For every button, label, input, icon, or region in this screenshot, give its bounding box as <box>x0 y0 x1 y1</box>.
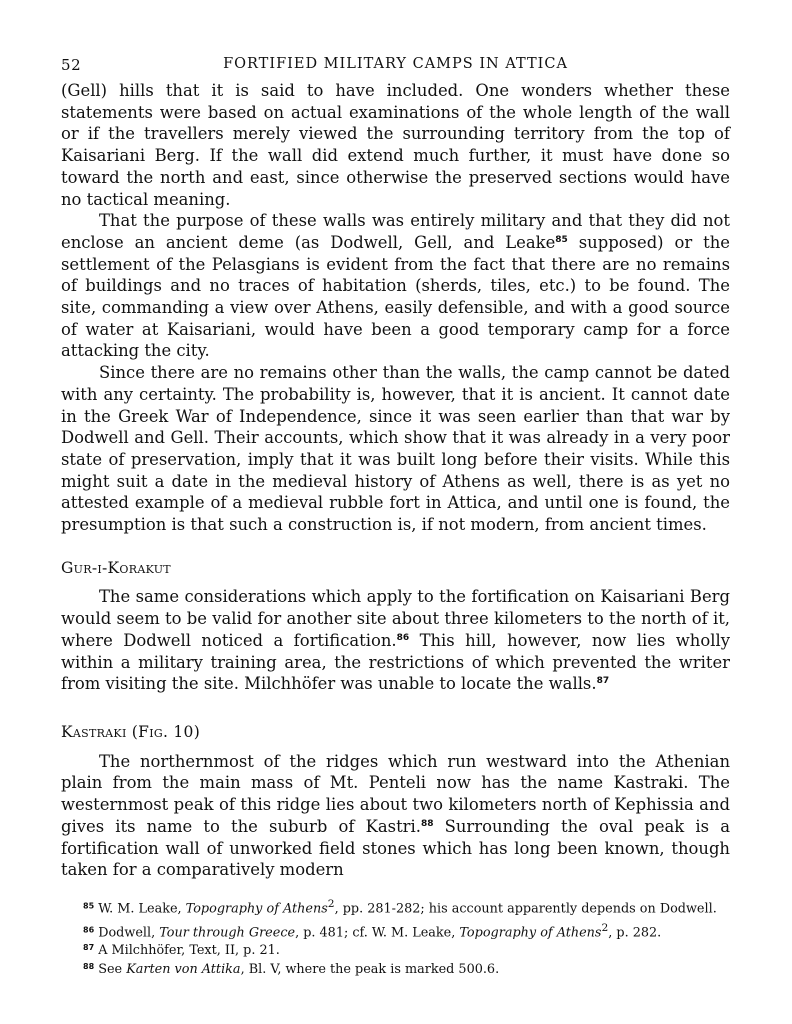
paragraph-5-text-b: Surrounding the oval peak is a fortification wall of unworked field stones which has long been known, though taken for a comparatively modern <box>61 816 730 880</box>
footnote-85-title: Topography of Athens <box>185 901 328 917</box>
footnote-85 <box>61 895 730 919</box>
footnote-85-mark: 85 <box>83 901 95 911</box>
footnote-86-pre: Dodwell, <box>94 924 160 940</box>
footnote-87-mark: 87 <box>83 943 95 953</box>
section-heading-kastraki: Kastraki (Fig. 10) <box>61 722 201 741</box>
footnote-86 <box>61 919 730 943</box>
footnote-ref-87[interactable]: 87 <box>596 676 610 687</box>
paragraph-2 <box>61 210 730 362</box>
footnote-88-pre: See <box>94 961 127 977</box>
section-heading-gur-i-korakut: Gur-i-Korakut <box>61 558 171 577</box>
footnote-86-post: , p. 282. <box>608 924 662 940</box>
footnote-85-edition: 2 <box>327 896 335 910</box>
footnote-ref-88[interactable]: 88 <box>420 818 434 829</box>
page-header <box>61 52 730 80</box>
paragraph-3: Since there are no remains other than the walls, the camp cannot be dated with any certainty. The probability is, however, that it is ancient. It cannot date in the Greek War of Independence, since it was seen earlier than that war by Dodwell and Gell. Their accounts, which show that it was already in a very poor state of preservation, imply that it was built long before their visits. While this might suit a date in the medieval history of Athens as well, there is as yet no attested example of a medieval rubble fort in Attica, and until one is found, the presumption is that such a construction is, if not modern, from ancient times. <box>61 363 730 535</box>
paragraph-5-text-a: The northernmost of the ridges which run westward into the Athenian plain from the main mass of Mt. Penteli now has the name Kastraki. The westernmost peak of this ridge lies about two kilometers north of Kephissia and gives its name to the suburb of Kastri. <box>61 751 730 836</box>
footnote-85-post: , pp. 281-282; his account apparently depends on Dodwell. <box>334 901 717 917</box>
footnote-88 <box>61 961 730 979</box>
page <box>61 52 730 979</box>
footnote-86-title-1: Tour through Greece <box>159 924 296 940</box>
footnotes <box>61 895 730 979</box>
paragraph-2-text-a: That the purpose of these walls was entirely military and that they did not enclose an ancient deme (as Dodwell, Gell, and Leake <box>61 211 730 252</box>
footnote-86-mark: 86 <box>83 924 95 934</box>
footnote-86-edition: 2 <box>601 920 609 934</box>
paragraph-5 <box>61 751 730 881</box>
paragraph-1: (Gell) hills that it is said to have included. One wonders whether these statements were based on actual examinations of the whole length of the wall or if the travellers merely viewed the surrounding territory from the top of Kaisariani Berg. If the wall did extend much further, it must have done so toward the north and east, since otherwise the preserved sections would have no tactical meaning. <box>61 81 730 209</box>
paragraph-4-text-a: The same considerations which apply to the fortification on Kaisariani Berg would seem to be valid for another site about three kilometers to the north of it, where Dodwell noticed a fortification. <box>61 587 730 650</box>
footnote-86-title-2: Topography of Athens <box>459 924 602 940</box>
footnote-85-pre: W. M. Leake, <box>94 901 186 917</box>
footnote-87-text: A Milchhöfer, Text, II, p. 21. <box>94 943 280 959</box>
running-title: FORTIFIED MILITARY CAMPS IN ATTICA <box>223 56 568 72</box>
footnote-88-post: , Bl. V, where the peak is marked 500.6. <box>240 961 500 977</box>
footnote-ref-86[interactable]: 86 <box>396 632 410 643</box>
footnote-88-mark: 88 <box>83 961 95 971</box>
footnote-86-mid: , p. 481; cf. W. M. Leake, <box>295 924 460 940</box>
footnote-ref-85[interactable]: 85 <box>555 234 568 245</box>
page-number: 52 <box>61 56 82 74</box>
paragraph-2-text-b: supposed) or the settlement of the Pelasgians is evident from the fact that there are no remains of buildings and no traces of habitation (sherds, tiles, etc.) to be found. The site, commanding a view over Athens, easily defensible, and with a good source of water at Kaisariani, would have been a good temporary camp for a force attacking the city. <box>61 232 730 361</box>
body-text <box>61 80 730 881</box>
paragraph-4 <box>61 586 730 695</box>
footnote-88-title: Karten von Attika <box>126 961 241 977</box>
paragraph-4-text-b: This hill, however, now lies wholly within a military training area, the restrictions of which prevented the writer from visiting the site. Milchhöfer was unable to locate the walls. <box>61 630 730 694</box>
footnote-87 <box>61 942 730 960</box>
